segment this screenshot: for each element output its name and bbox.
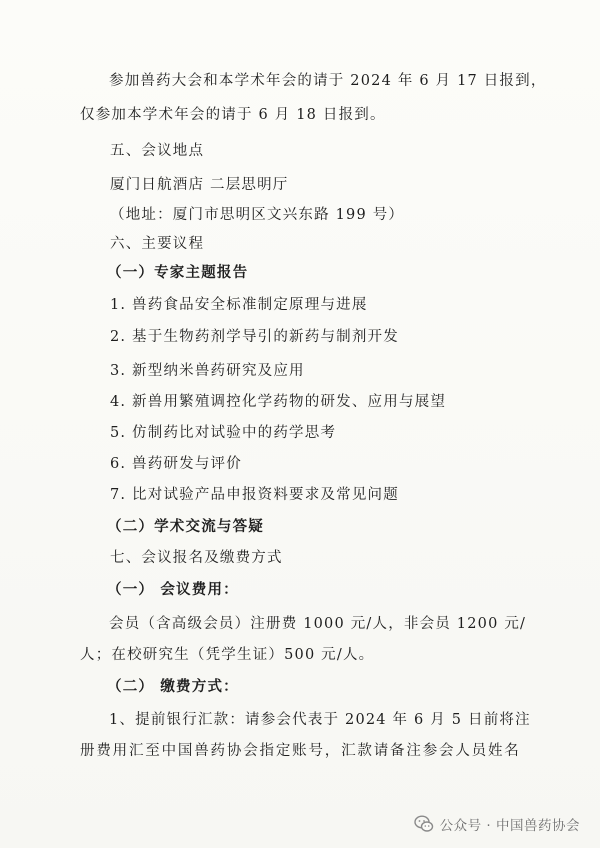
- subsection-heading: （二）学术交流与答疑: [107, 518, 264, 535]
- text-line-content: 会员（含高级会员）注册费 1000 元/人，非会员 1200 元/: [109, 616, 527, 632]
- text-line: [80, 741, 520, 761]
- text-line: [109, 710, 531, 730]
- list-item: 4. 新兽用繁殖调控化学药物的研发、应用与展望: [110, 394, 447, 410]
- section-heading: 七、会议报名及缴费方式: [110, 550, 283, 566]
- list-item: 2. 基于生物药剂学导引的新药与制剂开发: [110, 329, 399, 345]
- list-item: 1. 兽药食品安全标准制定原理与进展: [110, 297, 368, 313]
- subsection-heading: （一）专家主题报告: [107, 264, 249, 281]
- text-line-content: 1、提前银行汇款：请参会代表于 2024 年 6 月 5 日前将注: [109, 712, 531, 728]
- wechat-icon: [414, 814, 434, 834]
- watermark: [414, 814, 580, 834]
- text-line: 厦门日航酒店 二层思明厅: [110, 177, 289, 193]
- list-item: 3. 新型纳米兽药研究及应用: [110, 363, 305, 379]
- subsection-heading: （二） 缴费方式：: [107, 678, 239, 695]
- text-line: （地址：厦门市思明区文兴东路 199 号）: [110, 207, 405, 223]
- list-item: 6. 兽药研发与评价: [110, 456, 242, 472]
- text-line: 参加兽药大会和本学术年会的请于 2024 年 6 月 17 日报到，: [109, 73, 547, 89]
- text-line: 人；在校研究生（凭学生证）500 元/人。: [80, 647, 375, 663]
- section-heading: 五、会议地点: [110, 143, 205, 159]
- text-line: 仅参加本学术年会的请于 6 月 18 日报到。: [80, 107, 386, 123]
- section-heading: 六、主要议程: [110, 236, 205, 252]
- list-item: 7. 比对试验产品申报资料要求及常见问题: [110, 487, 399, 503]
- subsection-heading: （一） 会议费用：: [107, 581, 239, 598]
- text-line-content: 册费用汇至中国兽药协会指定账号，汇款请备注参会人员姓名: [80, 743, 520, 759]
- text-line: [109, 614, 527, 634]
- list-item: 5. 仿制药比对试验中的药学思考: [110, 425, 337, 441]
- watermark-text: 公众号 · 中国兽药协会: [439, 818, 580, 834]
